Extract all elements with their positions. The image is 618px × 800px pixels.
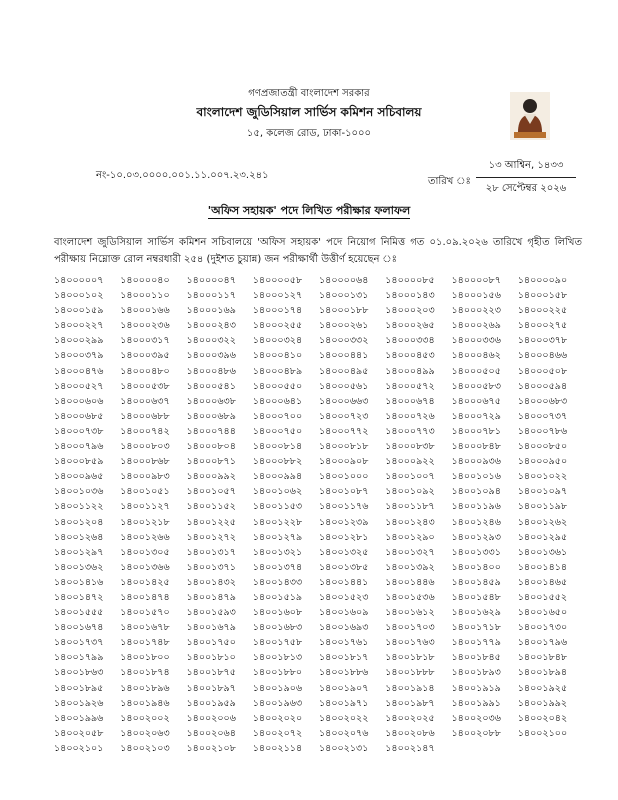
roll-number: ১৪০০০৬৮৮ <box>120 410 170 422</box>
roll-number: ১৪০০১২৮১ <box>319 531 369 543</box>
roll-number: ১৪০০০১৫৬ <box>451 290 501 302</box>
roll-number: ১৪০০০২৫৫ <box>252 320 303 332</box>
roll-number: ১৪০০২০৮৬ <box>385 727 435 739</box>
roll-number: ১৪০০১৯৮৭ <box>385 697 435 709</box>
roll-number: ১৪০০১০৯৭ <box>517 486 568 498</box>
roll-number: ১৪০০০৩৭৮ <box>517 335 568 347</box>
roll-number: ১৪০০০৭৮১ <box>451 425 501 437</box>
roll-number: ১৪০০১০৩৬ <box>54 486 104 498</box>
roll-number: ১৪০০১৩৮৫ <box>319 561 369 573</box>
roll-number: ১৪০০২০৭৬ <box>319 727 369 739</box>
roll-number: ১৪০০১৯১৯ <box>451 682 501 694</box>
roll-number: ১৪০০১৮৯৭ <box>186 682 236 694</box>
roll-number: ১৪০০১৩৭৪ <box>252 561 303 573</box>
roll-number: ১৪০০১৯০৭ <box>319 682 369 694</box>
roll-number: ১৪০০০১৬৯ <box>186 305 236 317</box>
roll-number: ১৪০০১৬০৮ <box>252 607 303 619</box>
roll-number: ১৪০০০৭২৯ <box>451 410 501 422</box>
roll-number: ১৪০০১২৭২ <box>186 531 236 543</box>
memo-number: নং-১০.০৩.০০০০.০০১.১১.০০৭.২৩.২৪১ <box>96 170 269 181</box>
roll-number: ১৪০০০৯০৮ <box>319 456 369 468</box>
roll-number: ১৪০০১৭১৮ <box>451 622 501 634</box>
roll-number: ১৪০০১২১৮ <box>120 516 170 528</box>
roll-number: ১৪০০১৭৭৯ <box>451 637 501 649</box>
roll-number: ১৪০০১৭৩৭ <box>54 637 104 649</box>
roll-number: ১৪০০১৫৭০ <box>120 607 170 619</box>
roll-number: ১৪০০০৭৯৬ <box>54 441 104 453</box>
roll-number: ১৪০০১৮১৭ <box>319 652 369 664</box>
roll-number: ১৪০০০১৭৪ <box>252 305 303 317</box>
roll-number: ১৪০০০১৫৯ <box>54 305 104 317</box>
roll-number: ১৪০০১৮৯৫ <box>54 682 104 694</box>
roll-number: ১৪০০০৮১৪ <box>252 441 303 453</box>
roll-number: ১৪০০১৪৬৫ <box>517 576 568 588</box>
roll-number: ১৪০০১৪৪৬ <box>385 576 435 588</box>
roll-number: ১৪০০২০৬৪ <box>186 727 236 739</box>
roll-number: ১৪০০১৬৯৩ <box>319 622 369 634</box>
roll-number: ১৪০০১৮০০ <box>120 652 170 664</box>
roll-number: ১৪০০১১৭৬ <box>319 501 369 513</box>
roll-number: ১৪০০২০২২ <box>319 712 369 724</box>
roll-number: ১৪০০০৩২৪ <box>252 335 303 347</box>
roll-number: ১৪০০০৮৪৮ <box>451 441 501 453</box>
roll-number: ১৪০০০৯৯২ <box>186 471 236 483</box>
roll-number: ১৪০০০৫৬১ <box>319 380 369 392</box>
roll-number: ১৪০০০৮১৮ <box>319 441 369 453</box>
roll-number: ১৪০০১৭৫০ <box>186 637 236 649</box>
roll-number: ১৪০০০৩১৭ <box>120 335 170 347</box>
roll-number: ১৪০০০২৪৩ <box>186 320 236 332</box>
roll-number: ১৪০০০৫০৫ <box>451 365 501 377</box>
roll-number: ১৪০০০৬০৬ <box>54 395 104 407</box>
roll-number: ১৪০০১৭৬৩ <box>385 637 435 649</box>
roll-number: ১৪০০০৫০৮ <box>517 365 568 377</box>
roll-number: ১৪০০১৯৬৩ <box>252 697 303 709</box>
roll-number: ১৪০০১৩২৭ <box>385 546 435 558</box>
roll-number: ১৪০০১৫২৩ <box>319 591 369 603</box>
roll-number: ১৪০০১০৯৪ <box>451 486 501 498</box>
roll-number: ১৪০০০৫৮৩ <box>451 380 501 392</box>
roll-number: ১৪০০১৪৭৪ <box>120 591 170 603</box>
roll-number: ১৪০০১১২২ <box>54 501 104 513</box>
roll-number: ১৪০০০৪৮৬ <box>186 365 236 377</box>
roll-number: ১৪০০১২৯০ <box>385 531 435 543</box>
roll-number: ১৪০০০৩৩২ <box>319 335 369 347</box>
roll-number: ১৪০০০৮৫০ <box>517 441 568 453</box>
roll-number: ১৪০০০৬৮৩ <box>517 395 568 407</box>
roll-number: ১৪০০১০৫৭ <box>186 486 236 498</box>
roll-number: ১৪০০১২৬৬ <box>120 531 170 543</box>
roll-number: ১৪০০১৩৩১ <box>451 546 501 558</box>
roll-number: ১৪০০০৩৩৪ <box>385 335 435 347</box>
government-name: গণপ্রজাতন্ত্রী বাংলাদেশ সরকার <box>248 88 370 99</box>
roll-number: ১৪০০১৪৭২ <box>54 591 104 603</box>
roll-number: ১৪০০০২২৩ <box>451 305 501 317</box>
roll-number: ১৪০০০৩২২ <box>186 335 236 347</box>
roll-number: ১৪০০১৩০৫ <box>120 546 170 558</box>
roll-number: ১৪০০০৭৭৩ <box>385 425 435 437</box>
roll-number: ১৪০০১২৩৯ <box>319 516 369 528</box>
roll-number: ১৪০০১৩৯২ <box>385 561 435 573</box>
roll-number: ১৪০০১২৯৫ <box>517 531 568 543</box>
roll-number: ১৪০০০২৭৫ <box>517 320 568 332</box>
roll-number: ১৪০০১৬৭৯ <box>186 622 236 634</box>
date-bangla: ১৩ আশ্বিন, ১৪৩৩ <box>488 160 564 171</box>
roll-number: ১৪০০০২৯৯ <box>54 335 104 347</box>
roll-number: ১৪০০০৭২৩ <box>319 410 369 422</box>
roll-number: ১৪০০২১০১ <box>54 742 104 754</box>
roll-number: ১৪০০০৪৪১ <box>319 350 369 362</box>
roll-number: ১৪০০০৩৩৬ <box>451 335 501 347</box>
roll-number: ১৪০০০৮০৪ <box>186 441 236 453</box>
roll-number: ১৪০০২১০৩ <box>120 742 170 754</box>
roll-number: ১৪০০০৫৩৮ <box>120 380 170 392</box>
roll-number: ১৪০০০৪৬৬ <box>517 350 568 362</box>
roll-number: ১৪০০০৫৫০ <box>252 380 303 392</box>
roll-number: ১৪০০১৬১২ <box>385 607 435 619</box>
roll-number: ১৪০০০৯৫০ <box>517 456 568 468</box>
roll-number: ১৪০০২১৪৭ <box>385 742 435 754</box>
roll-number: ১৪০০০৯৮৩ <box>120 471 170 483</box>
roll-number: ১৪০০০৬৩৭ <box>120 395 170 407</box>
roll-number: ১৪০০২১৩১ <box>319 742 369 754</box>
roll-number: ১৪০০১৭৩০ <box>517 622 568 634</box>
date-gregorian: ২৮ সেপ্টেম্বর ২০২৬ <box>485 183 567 194</box>
roll-number: ১৪০০০৪৮০ <box>120 365 170 377</box>
roll-number: ১৪০০২০৫৮ <box>54 727 104 739</box>
roll-number: ১৪০০১০১৬ <box>451 471 501 483</box>
roll-number: ১৪০০০৫৭২ <box>385 380 435 392</box>
roll-number: ১৪০০০৮৬৮ <box>120 456 170 468</box>
roll-number: ১৪০০০০৮৭ <box>451 275 501 286</box>
roll-number: ১৪০০০৫৯৪ <box>517 380 568 392</box>
roll-number: ১৪০০০৯৬৫ <box>54 471 104 483</box>
roll-number: ১৪০০১৭৬১ <box>319 637 369 649</box>
roll-number: ১৪০০২০২০ <box>252 712 303 724</box>
roll-number: ১৪০০১৬৭৪ <box>54 622 104 634</box>
roll-number: ১৪০০২০৭২ <box>252 727 303 739</box>
roll-number: ১৪০০০২২৭ <box>54 320 104 332</box>
roll-number: ১৪০০১২৯৩ <box>451 531 501 543</box>
roll-number: ১৪০০১৮৪৫ <box>451 652 501 664</box>
roll-number: ১৪০০০২৬৯ <box>451 320 501 332</box>
date-label: তারিখ ঃ <box>428 176 471 187</box>
roll-number: ১৪০০০৭০০ <box>252 410 303 422</box>
roll-number: ১৪০০১০৯২ <box>385 486 435 498</box>
roll-number: ১৪০০১৮৭৪ <box>120 667 170 679</box>
roll-number: ১৪০০০৯৯৪ <box>252 471 303 483</box>
roll-number: ১৪০০০১১৭ <box>186 290 236 302</box>
roll-number: ১৪০০১০৮৭ <box>319 486 369 498</box>
roll-number: ১৪০০১৪৭৯ <box>186 591 236 603</box>
roll-number: ১৪০০১০২২ <box>517 471 568 483</box>
roll-number: ১৪০০০৪৬২ <box>451 350 501 362</box>
roll-number: ১৪০০০৯৩৬ <box>451 456 501 468</box>
roll-number: ১৪০০১৩৬২ <box>54 561 104 573</box>
roll-number: ১৪০০২০৩৬ <box>451 712 501 724</box>
roll-number: ১৪০০১৩১৭ <box>186 546 236 558</box>
roll-number: ১৪০০০৪৯৯ <box>385 365 435 377</box>
roll-number: ১৪০০১২৯৭ <box>54 546 104 558</box>
organization-name: বাংলাদেশ জুডিসিয়াল সার্ভিস কমিশন সচিবালয় <box>196 105 422 119</box>
roll-number: ১৪০০০১৬৬ <box>120 305 170 317</box>
roll-number: ১৪০০১৪১৬ <box>54 576 104 588</box>
roll-number: ১৪০০২০৬৩ <box>120 727 170 739</box>
roll-number: ১৪০০১৯১৪ <box>385 682 435 694</box>
roll-number: ১৪০০১৮১৮ <box>385 652 435 664</box>
result-title-text: 'অফিস সহায়ক' পদে লিখিত পরীক্ষার ফলাফল <box>207 204 411 217</box>
roll-number: ১৪০০১৯৯৬ <box>54 712 104 724</box>
roll-number: ১৪০০১২৭৯ <box>252 531 303 543</box>
roll-number: ১৪০০০৪৯৫ <box>319 365 369 377</box>
roll-number: ১৪০০১০০০ <box>319 471 369 483</box>
roll-number: ১৪০০০৮৫৯ <box>54 456 104 468</box>
roll-number: ১৪০০১১২৭ <box>120 501 170 513</box>
roll-number: ১৪০০১৬৫০ <box>517 607 568 619</box>
roll-number: ১৪০০০৫২৭ <box>54 380 104 392</box>
roll-number: ১৪০০১৮৮৬ <box>319 667 369 679</box>
roll-number: ১৪০০১৬২৯ <box>451 607 501 619</box>
roll-number: ১৪০০১৮৯৪ <box>517 667 568 679</box>
roll-number: ১৪০০১৯৯১ <box>451 697 501 709</box>
roll-number: ১৪০০১০৬২ <box>252 486 303 498</box>
roll-number: ১৪০০১৬৮৩ <box>252 622 303 634</box>
roll-number: ১৪০০১৮৯৬ <box>120 682 170 694</box>
roll-number: ১৪০০১৪৫৯ <box>451 576 501 588</box>
roll-number: ১৪০০০০৪০ <box>120 275 170 286</box>
roll-number: ১৪০০০৬৭৫ <box>451 395 501 407</box>
roll-number: ১৪০০০২৩৬ <box>120 320 170 332</box>
roll-number: ১৪০০০৭৩৭ <box>517 410 568 422</box>
roll-number: ১৪০০১২৬৪ <box>54 531 104 543</box>
roll-number: ১৪০০০০৮৫ <box>385 275 435 286</box>
roll-number: ১৪০০১৬০৯ <box>319 607 369 619</box>
roll-number: ১৪০০১৩৭১ <box>186 561 236 573</box>
roll-number: ১৪০০০৮৩৮ <box>385 441 435 453</box>
roll-number: ১৪০০১৪৩৩ <box>252 576 303 588</box>
roll-number: ১৪০০১৮১০ <box>186 652 236 664</box>
roll-number: ১৪০০১২২৫ <box>186 516 236 528</box>
roll-number: ১৪০০১৯২৫ <box>517 682 568 694</box>
roll-number: ১৪০০১৫৫২ <box>517 591 568 603</box>
roll-number: ১৪০০০০৪৭ <box>186 275 236 286</box>
roll-number: ১৪০০২১০০ <box>517 727 568 739</box>
roll-number: ১৪০০১০৫১ <box>120 486 170 498</box>
roll-number: ১৪০০০১২৭ <box>252 290 303 302</box>
roll-number: ১৪০০২১১৪ <box>252 742 303 754</box>
roll-number: ১৪০০০৩৯৫ <box>120 350 170 362</box>
roll-number: ১৪০০০৭৪৪ <box>186 425 236 437</box>
roll-number: ১৪০০০১৮৮ <box>319 305 369 317</box>
roll-number: ১৪০০২০২৫ <box>385 712 435 724</box>
roll-number: ১৪০০১১৫২ <box>186 501 236 513</box>
roll-number: ১৪০০১৩২৫ <box>319 546 369 558</box>
roll-number: ১৪০০০৮৮২ <box>252 456 303 468</box>
roll-number: ১৪০০০৬৮৯ <box>186 410 236 422</box>
roll-number: ১৪০০০৩৭৯ <box>54 350 104 362</box>
roll-number: ১৪০০০১৩১ <box>319 290 369 302</box>
roll-number: ১৪০০০১১০ <box>120 290 170 302</box>
roll-number: ১৪০০০৪৫৩ <box>385 350 435 362</box>
roll-number: ১৪০০১৭৯৯ <box>54 652 104 664</box>
roll-number: ১৪০০১৮৭৫ <box>186 667 236 679</box>
roll-number: ১৪০০১৪৩২ <box>186 576 236 588</box>
roll-number: ১৪০০০৮৭১ <box>186 456 236 468</box>
roll-number: ১৪০০১৯৯২ <box>517 697 568 709</box>
roll-number: ১৪০০০৪৭৬ <box>54 365 104 377</box>
roll-number: ১৪০০০৭২৬ <box>385 410 435 422</box>
roll-number: ১৪০০০৩৯৬ <box>186 350 236 362</box>
roll-number: ১৪০০০২২৫ <box>517 305 568 317</box>
roll-number: ১৪০০১৭৫৮ <box>252 637 303 649</box>
roll-number: ১৪০০১৭৯৬ <box>517 637 568 649</box>
roll-number: ১৪০০১৪০০ <box>451 561 501 573</box>
roll-number: ১৪০০২০০২ <box>120 712 170 724</box>
roll-number: ১৪০০১০০৭ <box>385 471 435 483</box>
date-block <box>476 158 576 198</box>
roll-number: ১৪০০০১৪৩ <box>385 290 435 302</box>
roll-number: ১৪০০০৬৬৩ <box>319 395 369 407</box>
roll-number: ১৪০০১৮৯৩ <box>451 667 501 679</box>
roll-number: ১৪০০১৫১৯ <box>252 591 303 603</box>
roll-number: ১৪০০০০০৭ <box>54 275 104 286</box>
roll-number: ১৪০০১৫৯৩ <box>186 607 236 619</box>
roll-number: ১৪০০১৮৬৩ <box>54 667 104 679</box>
roll-number: ১৪০০০৭৪২ <box>120 425 170 437</box>
roll-number: ১৪০০০৯২২ <box>385 456 435 468</box>
roll-number: ১৪০০১৯৭১ <box>319 697 369 709</box>
roll-number: ১৪০০১৪৪১ <box>319 576 369 588</box>
roll-number: ১৪০০১৮৮০ <box>252 667 303 679</box>
roll-number: ১৪০০১৯৫৯ <box>186 697 236 709</box>
roll-number: ১৪০০২০০৬ <box>186 712 236 724</box>
roll-number: ১৪০০০০৯০ <box>517 275 568 286</box>
roll-number: ১৪০০০৪১০ <box>252 350 303 362</box>
roll-number: ১৪০০১২০৪ <box>54 516 104 528</box>
roll-number-grid <box>54 273 584 756</box>
roll-number: ১৪০০১২৪৬ <box>451 516 501 528</box>
roll-number: ১৪০০০৬৮৫ <box>54 410 104 422</box>
roll-number: ১৪০০১৬৭৮ <box>120 622 170 634</box>
roll-number: ১৪০০১৯৪৬ <box>120 697 170 709</box>
roll-number: ১৪০০১৪২৫ <box>120 576 170 588</box>
roll-number: ১৪০০০৬৪১ <box>252 395 303 407</box>
roll-number: ১৪০০১২২৮ <box>252 516 303 528</box>
roll-number: ১৪০০০২০৩ <box>385 305 435 317</box>
organization-address: ১৫, কলেজ রোড, ঢাকা-১০০০ <box>246 128 372 139</box>
roll-number: ১৪০০০১০২ <box>54 290 104 302</box>
roll-number: ১৪০০১৮১৩ <box>252 652 303 664</box>
roll-number: ১৪০০১২৪৩ <box>385 516 435 528</box>
roll-number: ১৪০০০৭৭২ <box>319 425 369 437</box>
roll-number: ১৪০০১৫৪৮ <box>451 591 501 603</box>
roll-number: ১৪০০০৬৭৪ <box>385 395 435 407</box>
roll-number: ১৪০০০৭৫০ <box>252 425 303 437</box>
roll-number: ১৪০০০৪৮৯ <box>252 365 303 377</box>
roll-number: ১৪০০০৭৩৮ <box>54 425 104 437</box>
result-title <box>0 202 618 221</box>
roll-number: ১৪০০১১৮৭ <box>385 501 435 513</box>
roll-number: ১৪০০২০৪২ <box>517 712 568 724</box>
roll-number: ১৪০০০৮০৩ <box>120 441 170 453</box>
roll-number: ১৪০০০২৬৫ <box>385 320 435 332</box>
roll-number: ১৪০০০৭৮৬ <box>517 425 568 437</box>
roll-number: ১৪০০১৮৮৮ <box>385 667 435 679</box>
roll-number: ১৪০০১৫৩৬ <box>385 591 435 603</box>
roll-number: ১৪০০১৯০৬ <box>252 682 303 694</box>
roll-number: ১৪০০১১৫৩ <box>252 501 303 513</box>
roll-number: ১৪০০১৩২১ <box>252 546 303 558</box>
roll-number: ১৪০০০৬৩৮ <box>186 395 236 407</box>
roll-number: ১৪০০১৭০৩ <box>385 622 435 634</box>
roll-number: ১৪০০২১০৮ <box>186 742 236 754</box>
roll-number: ১৪০০১৫৫৫ <box>54 607 104 619</box>
intro-paragraph: বাংলাদেশ জুডিসিয়াল সার্ভিস কমিশন সচিবালয়ে 'অফিস সহায়ক' পদে নিয়োগ নিমিত্ত গত ০১.০৯.২০২৬ তারিখে গৃহীত লিখিত পরীক্ষায় নিম্নোক্ত রোল নম্বরধারী ২৫৪ (দুইশত চুয়ান্ন) জন পরীক্ষার্থী উত্তীর্ণ হয়েছেন ঃ <box>54 237 582 265</box>
roll-number: ১৪০০১২৬২ <box>517 516 568 528</box>
roll-number: ১৪০০২০৮৮ <box>451 727 501 739</box>
roll-number: ১৪০০১৮৪৮ <box>517 652 568 664</box>
roll-number: ১৪০০১১৯৮ <box>517 501 568 513</box>
roll-number: ১৪০০১৩৬৬ <box>120 561 170 573</box>
roll-number: ১৪০০১৩৬১ <box>517 546 568 558</box>
roll-number: ১৪০০০০৫৮ <box>252 275 303 286</box>
roll-number: ১৪০০১৯২৬ <box>54 697 104 709</box>
portrait-logo-icon <box>510 92 550 140</box>
roll-number: ১৪০০০৫৪১ <box>186 380 236 392</box>
roll-number: ১৪০০০২৬১ <box>319 320 369 332</box>
roll-number: ১৪০০০০৬৪ <box>319 275 369 286</box>
date-divider <box>476 177 576 178</box>
roll-number: ১৪০০১৪১৪ <box>517 561 568 573</box>
roll-number: ১৪০০১১৯৬ <box>451 501 501 513</box>
roll-number: ১৪০০০১৫৮ <box>517 290 568 302</box>
roll-number: ১৪০০১৭৪৮ <box>120 637 170 649</box>
